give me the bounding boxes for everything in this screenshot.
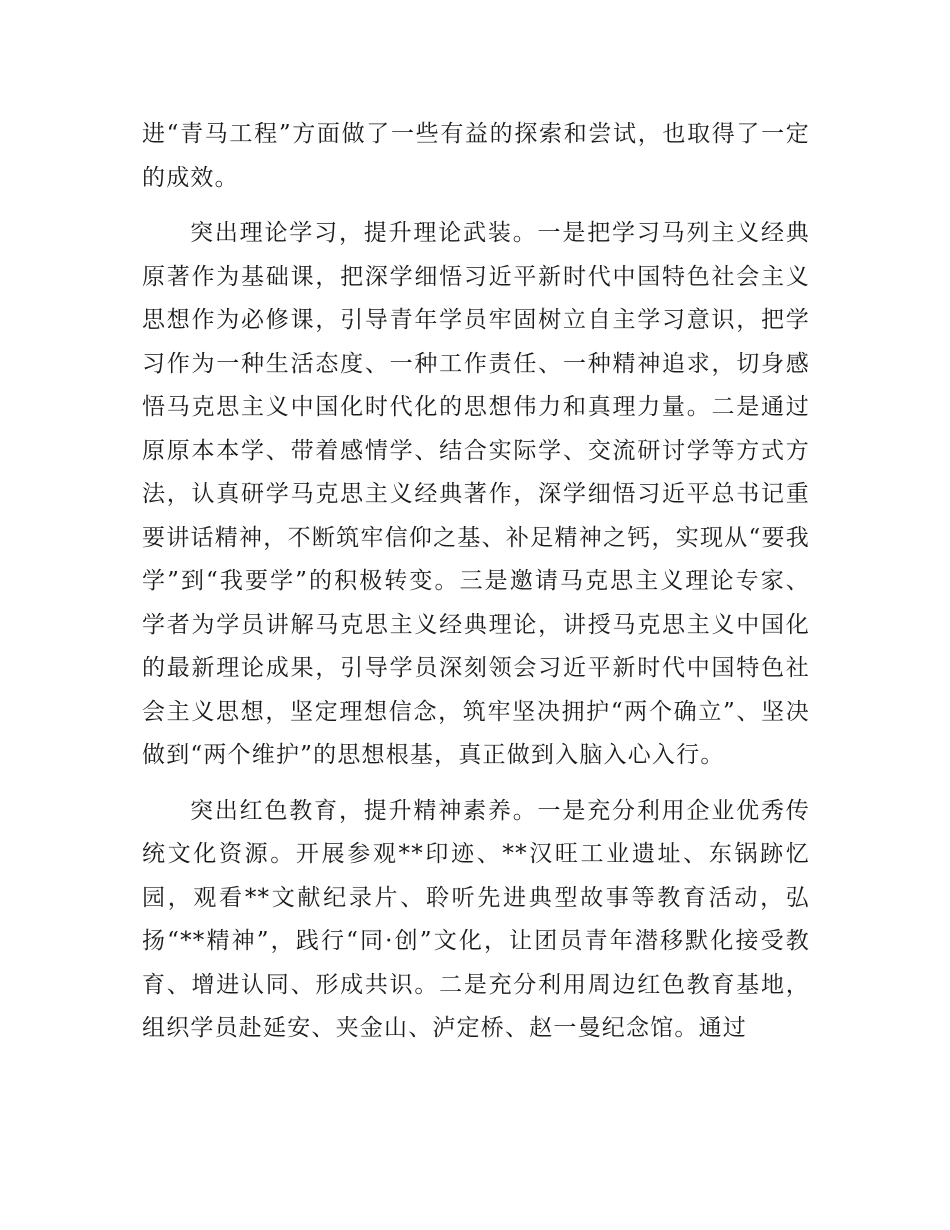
paragraph-red-education: 突出红色教育，提升精神素养。一是充分利用企业优秀传统文化资源。开展参观**印迹、**汉旺工业遗址、东锅跡忆园，观看**文献纪录片、聆听先进典型故事等教育活动，弘扬“**精神”，践行“同·创”文化，让团员青年潜移默化接受教育、增进认同、形成共识。二是充分利用周边红色教育基地，组织学员赴延安、夹金山、泸定桥、赵一曼纪念馆。通过 [142,797,810,1041]
paragraph-gap [142,778,810,790]
paragraph-intro-continuation: 进“青马工程”方面做了一些有益的探索和尝试，也取得了一定的成效。 [142,121,810,191]
paragraph-gap [142,200,810,212]
paragraph-theory-study: 突出理论学习，提升理论武装。一是把学习马列主义经典原著作为基础课，把深学细悟习近平新时代中国特色社会主义思想作为必修课，引导青年学员牢固树立自主学习意识，把学习作为一种生活态度、一种工作责任、一种精神追求，切身感悟马克思主义中国化时代化的思想伟力和真理力量。二是通过原原本本学、带着感情学、结合实际学、交流研讨学等方式方法，认真研学马克思主义经典著作，深学细悟习近平总书记重要讲话精神，不断筑牢信仰之基、补足精神之钙，实现从“要我学”到“我要学”的积极转变。三是邀请马克思主义理论专家、学者为学员讲解马克思主义经典理论，讲授马克思主义中国化的最新理论成果，引导学员深刻领会习近平新时代中国特色社会主义思想，坚定理想信念，筑牢坚决拥护“两个确立”、坚决做到“两个维护”的思想根基，真正做到入脑入心入行。 [142,220,810,768]
document-page [142,113,810,1051]
